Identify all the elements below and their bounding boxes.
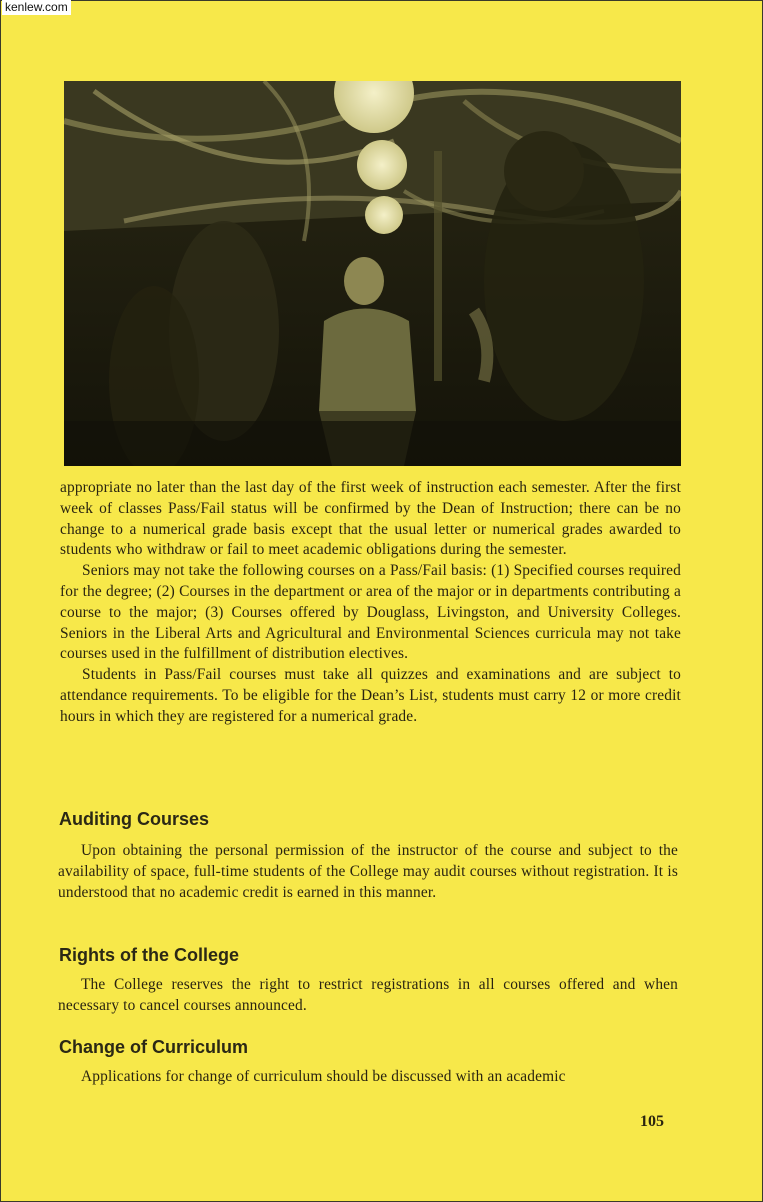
text-auditing-courses: Upon obtaining the personal permission of the instructor of the course and subject to the availability of space, full-time students of the College may audit courses without registration. It is understood that no academic credit is earned in this manner. <box>58 842 678 901</box>
intro-paragraph-3: Students in Pass/Fail courses must take all quizzes and examinations and are subject to attendance requirements. To be eligible for the Dean’s List, students must carry 12 or more credit hours in which they are registered for a numerical grade. <box>60 666 681 725</box>
party-photo <box>64 81 681 466</box>
heading-change-of-curriculum: Change of Curriculum <box>59 1037 249 1057</box>
page-number: 105 <box>640 1113 664 1130</box>
intro-paragraph-1: appropriate no later than the last day of the first week of instruction each semester. After the first week of classes Pass/Fail status will be confirmed by the Dean of Instruction; there can be no change to a numerical grade basis except that the usual letter or numerical grades awarded to students who withdraw or fail to meet academic obligations during the semester. <box>60 479 681 559</box>
text-rights-of-college: The College reserves the right to restrict registrations in all courses offered and when necessary to cancel courses announced. <box>58 976 678 1014</box>
intro-paragraph-2: Seniors may not take the following courses on a Pass/Fail basis: (1) Specified courses required for the degree; (2) Courses in the department or area of the major or in departments contributing a course to the major; (3) Courses offered by Douglass, Livingston, and University Colleges. Seniors in the Liberal Arts and Agricultural and Environmental Sciences curricula may not take courses used in the fulfillment of distribution electives. <box>60 562 681 663</box>
watermark: kenlew.com <box>2 0 71 15</box>
intro-text <box>60 478 681 728</box>
heading-rights-of-college: Rights of the College <box>59 945 239 965</box>
heading-auditing-courses: Auditing Courses <box>59 809 210 829</box>
text-change-of-curriculum: Applications for change of curriculum should be discussed with an academic <box>81 1068 566 1085</box>
